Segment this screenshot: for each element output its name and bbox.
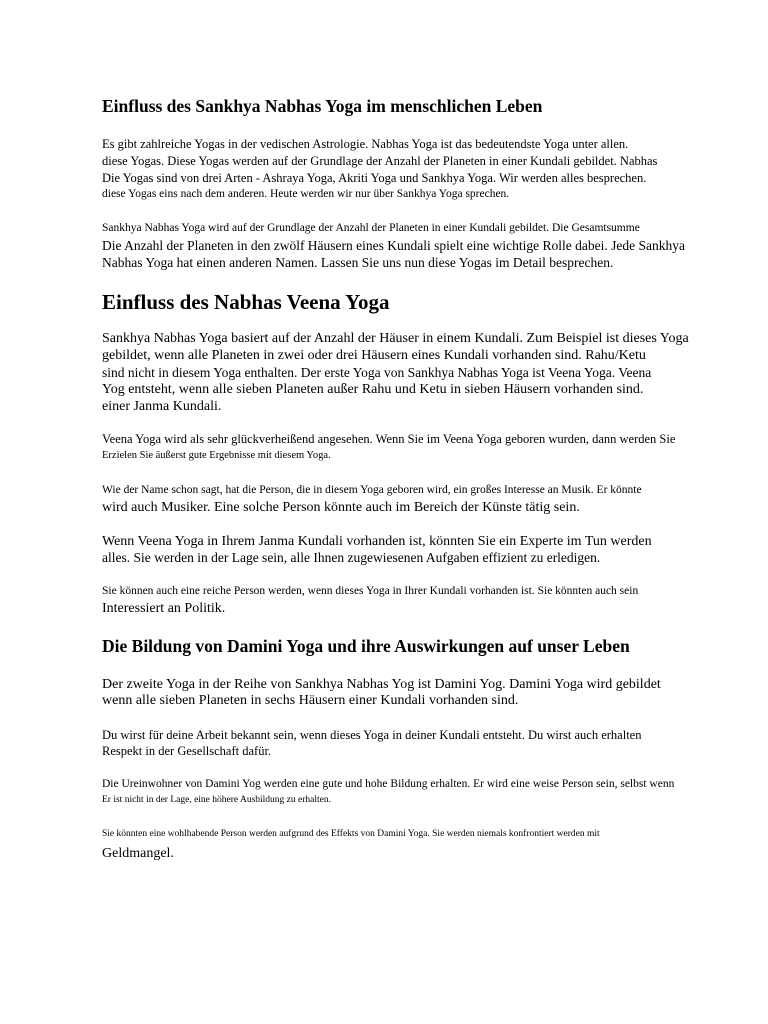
- paragraph-line: diese Yogas eins nach dem anderen. Heute werden wir nur über Sankhya Yoga sprechen.: [102, 188, 510, 200]
- paragraph-line: Sie können auch eine reiche Person werden, wenn dieses Yoga in Ihrer Kundali vorhanden ist. Sie könnten auch sein: [102, 585, 639, 597]
- paragraph-line: Du wirst für deine Arbeit bekannt sein, wenn dieses Yoga in deiner Kundali entsteht. Du wirst auch erhalten: [102, 728, 642, 742]
- paragraph-line: Interessiert an Politik.: [102, 601, 226, 616]
- paragraph-line: sind nicht in diesem Yoga enthalten. Der erste Yoga von Sankhya Nabhas Yoga ist Veena Yoga. Veena: [102, 365, 652, 380]
- paragraph-line: diese Yogas. Diese Yogas werden auf der Grundlage der Anzahl der Planeten in einer Kundali gebildet. Nabhas: [102, 154, 658, 168]
- paragraph-line: Der zweite Yoga in der Reihe von Sankhya Nabhas Yog ist Damini Yog. Damini Yoga wird gebildet: [102, 677, 661, 692]
- heading-damini-yoga: Die Bildung von Damini Yoga und ihre Auswirkungen auf unser Leben: [102, 636, 630, 656]
- paragraph-line: Wie der Name schon sagt, hat die Person, die in diesem Yoga geboren wird, ein großes Interesse an Musik. Er könnte: [102, 484, 642, 496]
- paragraph-line: Sankhya Nabhas Yoga basiert auf der Anzahl der Häuser in einem Kundali. Zum Beispiel ist dieses Yoga: [102, 331, 689, 346]
- paragraph-line: alles. Sie werden in der Lage sein, alle Ihnen zugewiesenen Aufgaben effizient zu erledigen.: [102, 550, 601, 565]
- paragraph-line: Wenn Veena Yoga in Ihrem Janma Kundali vorhanden ist, könnten Sie ein Experte im Tun werden: [102, 534, 652, 549]
- paragraph-line: Yog entsteht, wenn alle sieben Planeten außer Rahu und Ketu in sieben Häusern vorhanden sind.: [102, 382, 644, 397]
- paragraph-line: Veena Yoga wird als sehr glückverheißend angesehen. Wenn Sie im Veena Yoga geboren wurden, dann werden Sie: [102, 432, 676, 446]
- heading-veena-yoga: Einfluss des Nabhas Veena Yoga: [102, 290, 390, 314]
- paragraph-line: Sie könnten eine wohlhabende Person werden aufgrund des Effekts von Damini Yoga. Sie werden niemals konfrontiert werden mit: [102, 829, 600, 839]
- paragraph-line: wird auch Musiker. Eine solche Person könnte auch im Bereich der Künste tätig sein.: [102, 500, 580, 515]
- paragraph-line: Nabhas Yoga hat einen anderen Namen. Lassen Sie uns nun diese Yogas im Detail besprechen.: [102, 255, 614, 270]
- paragraph-line: Geldmangel.: [102, 846, 174, 861]
- paragraph-line: einer Janma Kundali.: [102, 399, 222, 414]
- paragraph-line: wenn alle sieben Planeten in sechs Häusern einer Kundali vorhanden sind.: [102, 693, 519, 708]
- paragraph-line: Erzielen Sie äußerst gute Ergebnisse mit diesem Yoga.: [102, 450, 331, 461]
- paragraph-line: Er ist nicht in der Lage, eine höhere Ausbildung zu erhalten.: [102, 795, 331, 805]
- paragraph-line: Respekt in der Gesellschaft dafür.: [102, 744, 272, 758]
- paragraph-line: Die Yogas sind von drei Arten - Ashraya Yoga, Akriti Yoga und Sankhya Yoga. Wir werden alles besprechen.: [102, 171, 647, 185]
- paragraph-line: Die Ureinwohner von Damini Yog werden eine gute und hohe Bildung erhalten. Er wird eine weise Person sein, selbst wenn: [102, 778, 675, 790]
- paragraph-line: Die Anzahl der Planeten in den zwölf Häusern eines Kundali spielt eine wichtige Rolle dabei. Jede Sankhya: [102, 238, 685, 253]
- paragraph-line: Es gibt zahlreiche Yogas in der vedischen Astrologie. Nabhas Yoga ist das bedeutendste Yoga unter allen.: [102, 137, 629, 151]
- paragraph-line: Sankhya Nabhas Yoga wird auf der Grundlage der Anzahl der Planeten in einer Kundali gebildet. Die Gesamtsumme: [102, 222, 640, 234]
- paragraph-line: gebildet, wenn alle Planeten in zwei oder drei Häusern eines Kundali vorhanden sind. Rahu/Ketu: [102, 348, 646, 363]
- heading-sankhya-nabhas: Einfluss des Sankhya Nabhas Yoga im menschlichen Leben: [102, 96, 543, 116]
